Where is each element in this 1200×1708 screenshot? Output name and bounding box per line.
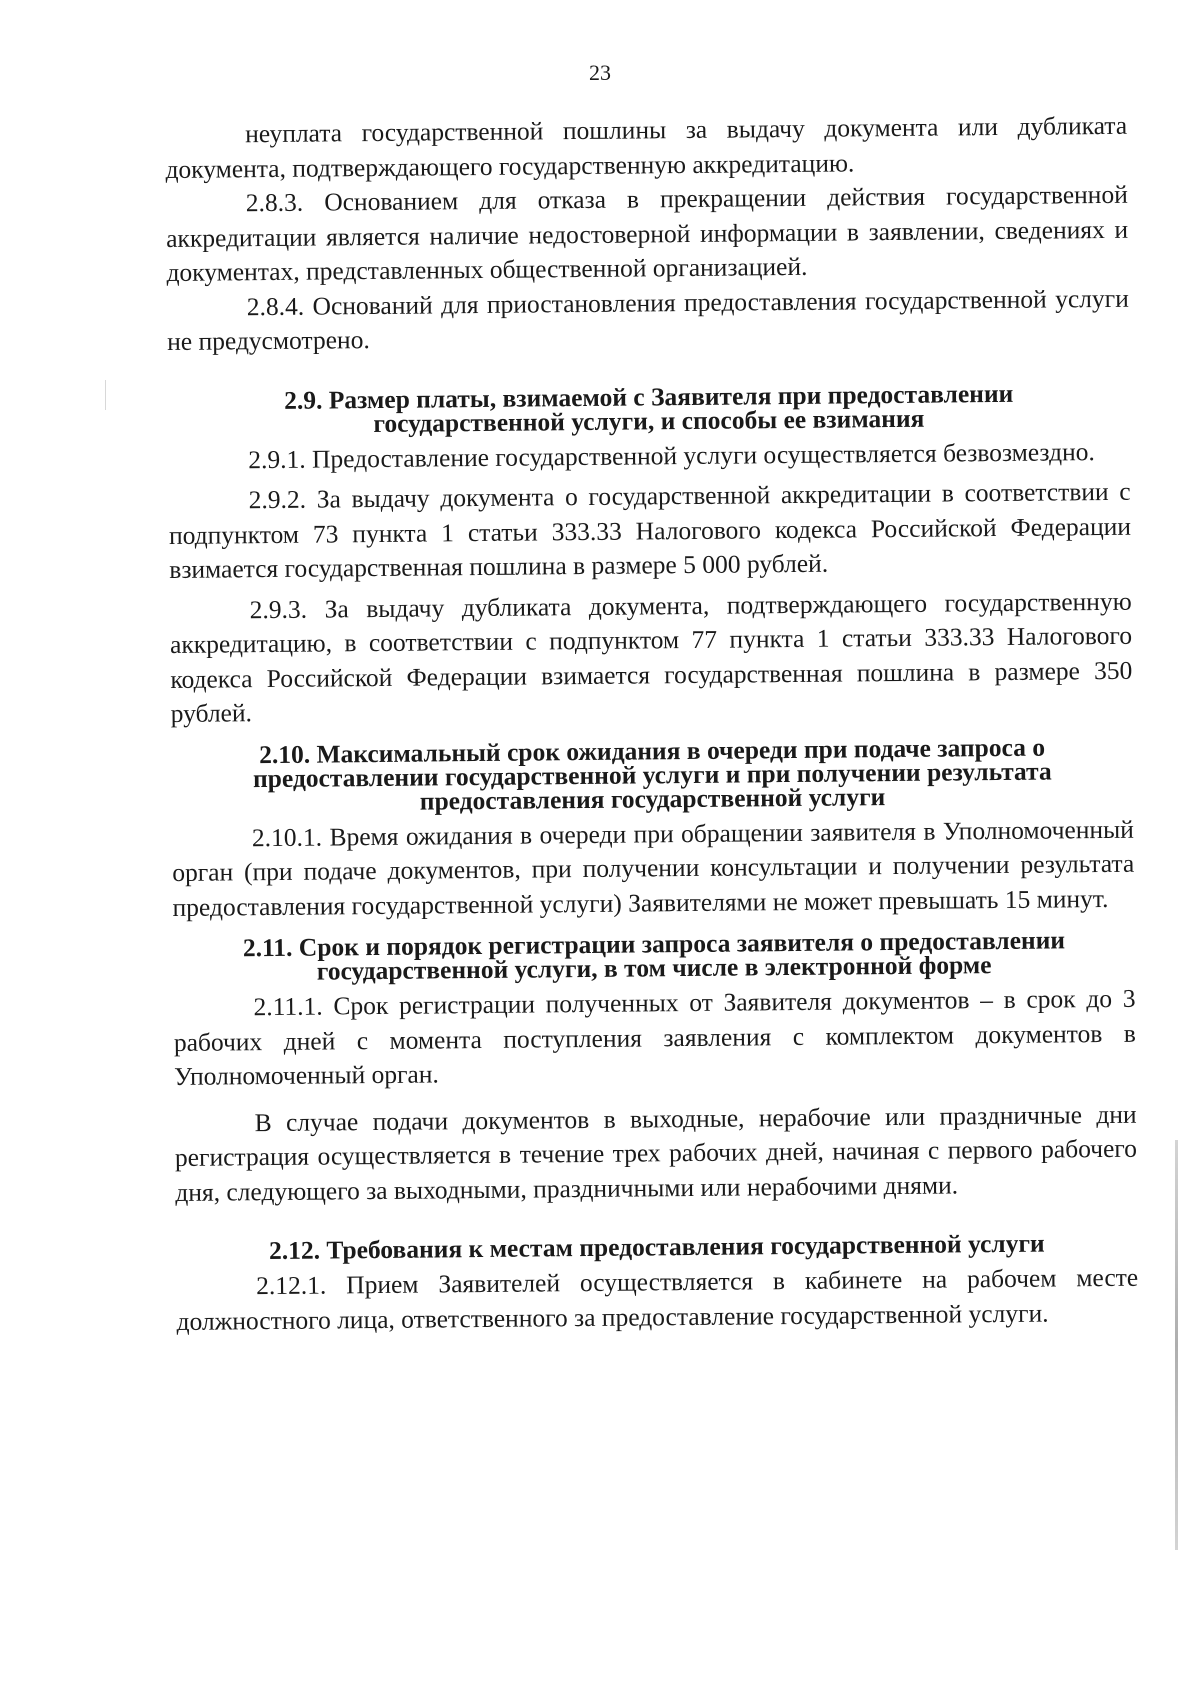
paragraph-2-12-1: 2.12.1. Прием Заявителей осуществляется в кабинете на рабочем месте должностного лица, ответственного за предоставление государственной услуги.: [176, 1262, 1139, 1336]
paragraph-2-9-3: 2.9.3. За выдачу дубликата документа, подтверждающего государственную аккредитацию, в соответствии с подпунктом 77 пункта 1 статьи 333.33 Налогового кодекса Российской Федерации взимается государственная пошлина в размере 350 рублей.: [169, 586, 1133, 728]
paragraph-2-11-1: 2.11.1. Срок регистрации полученных от Заявителя документов – в срок до 3 рабочих дней с момента поступления заявления с комплектом документов в Уполномоченный орган.: [173, 983, 1136, 1091]
paragraph-2-8-3: 2.8.3. Основанием для отказа в прекращении действия государственной аккредитации является наличие недостоверной информации в заявлении, сведениях и документах, представленных общественной организацией.: [166, 179, 1129, 287]
scan-edge-shadow: [1175, 1140, 1178, 1550]
heading-2-9: 2.9. Размер платы, взимаемой с Заявителя при предоставлении государственной услуги, и способы ее взимания: [283, 378, 1014, 438]
heading-2-12: 2.12. Требования к местам предоставления государственной услуги: [268, 1228, 1045, 1266]
document-body: [165, 109, 1139, 1339]
paragraph-2-11-weekend: В случае подачи документов в выходные, нерабочие или праздничные дни регистрация осуществляется в течение трех рабочих дней, начиная с первого рабочего дня, следующего за выходными, праздничными или нерабочими днями.: [174, 1099, 1138, 1207]
page-number: 23: [589, 60, 611, 85]
paragraph-2-9-2: 2.9.2. За выдачу документа о государственной аккредитации в соответствии с подпунктом 73 пункта 1 статьи 333.33 Налогового кодекса Российской Федерации взимается государственная пошлина в размере 5 000 рублей.: [168, 476, 1132, 584]
paragraph-2-9-1: 2.9.1. Предоставление государственной услуги осуществляется безвозмездно.: [248, 436, 1095, 474]
paragraph-2-8-4: 2.8.4. Оснований для приостановления предоставления государственной услуги не предусмотрено.: [167, 283, 1129, 356]
scan-mark: [105, 380, 106, 410]
paragraph-2-10-1: 2.10.1. Время ожидания в очереди при обращении заявителя в Уполномоченный орган (при подаче документов, при получении консультации и получении результата предоставления государственной услуги) Заявителями не может превышать 15 минут.: [172, 814, 1135, 922]
paragraph-2-8-2-continuation: неуплата государственной пошлины за выдачу документа или дубликата документа, подтверждающего государственную аккредитацию.: [165, 110, 1128, 184]
heading-2-10: 2.10. Максимальный срок ожидания в очереди при подаче запроса о предоставлении государственной услуги и при получении результата предоставления государственной услуги: [252, 732, 1052, 816]
heading-2-11: 2.11. Срок и порядок регистрации запроса заявителя о предоставлении государственной услуги, в том числе в электронной форме: [242, 925, 1066, 986]
